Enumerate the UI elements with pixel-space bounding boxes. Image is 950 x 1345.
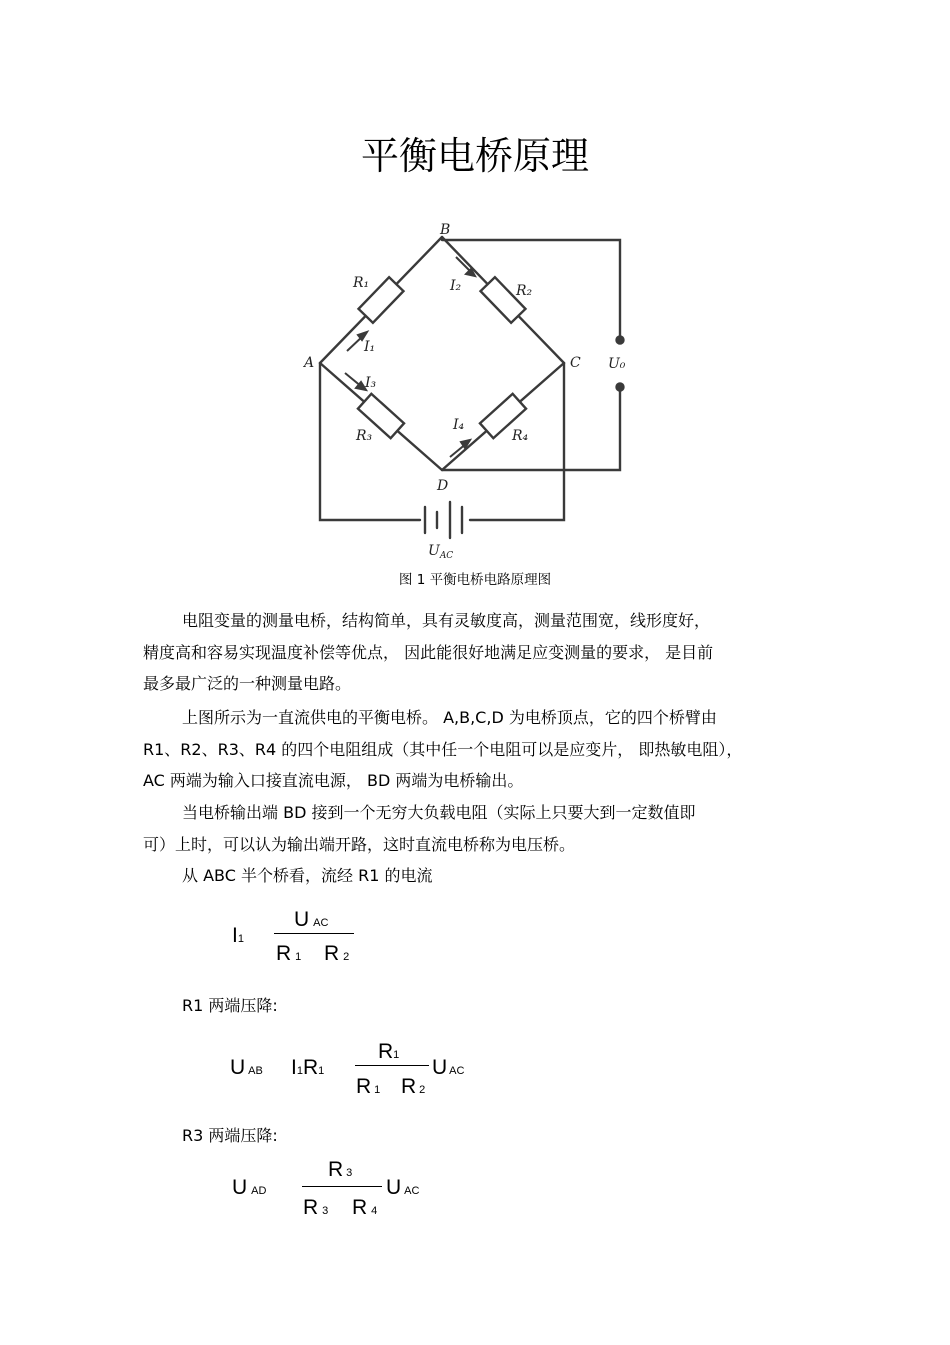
paragraph-1: 电阻变量的测量电桥，结构简单，具有灵敏度高，测量范围宽，线形度好， 精度高和容易实现温度补偿等优点， 因此能很好地满足应变测量的要求， 是目前 最多最广泛的一种测量电路。	[143, 611, 714, 693]
r1-label: R₁	[353, 275, 370, 291]
node-d-label: D	[437, 478, 449, 494]
node-a-label: A	[304, 355, 315, 371]
i3-label: I₃	[365, 375, 377, 391]
i1-label: I₁	[364, 339, 376, 355]
r4-label: R₄	[512, 428, 529, 444]
r2-label: R₂	[516, 283, 533, 299]
r3-label: R₃	[356, 428, 373, 444]
paragraph-3: 当电桥输出端 BD 接到一个无穷大负载电阻（实际上只要大到一定数值即 可）上时，可以认为输出端开路，这时直流电桥称为电压桥。	[143, 803, 696, 854]
label-r3-voltage-drop: R3 两端压降:	[182, 1126, 278, 1145]
paragraph-2: 上图所示为一直流供电的平衡电桥。 A,B,C,D 为电桥顶点，它的四个桥臂由 R1、R2、R3、R4 的四个电阻组成（其中任一个电阻可以是应变片， 即热敏电阻）， AC 两端为输入口接直流电源， BD 两端为电桥输出。	[143, 708, 743, 790]
i2-label: I₂	[450, 278, 462, 294]
uac-label: $U_{AC}$	[428, 543, 454, 561]
page-title: 平衡电桥原理	[360, 134, 589, 178]
i4-label: I₄	[453, 417, 465, 433]
label-r1-voltage-drop: R1 两端压降:	[182, 996, 278, 1015]
figure-caption: 图 1 平衡电桥电路原理图	[398, 572, 552, 588]
node-c-label: C	[570, 355, 581, 371]
node-b-label: B	[440, 222, 451, 238]
uo-label: U₀	[608, 356, 626, 372]
bridge-circuit-diagram	[290, 215, 650, 565]
wire-d-out	[442, 390, 620, 470]
paragraph-4: 从 ABC 半个桥看，流经 R1 的电流	[182, 866, 433, 885]
